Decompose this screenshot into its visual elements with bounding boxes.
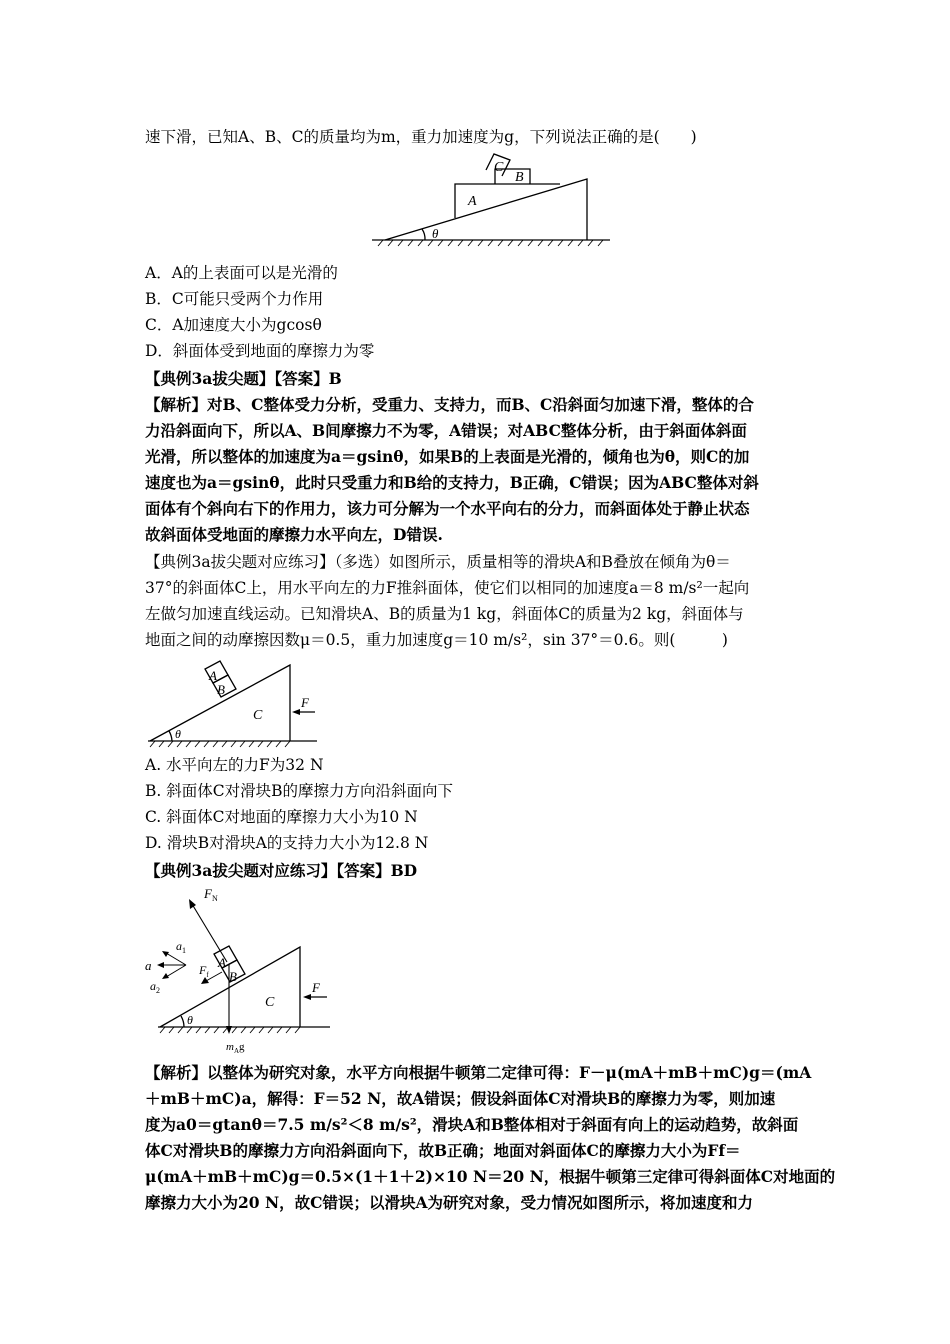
- fig3-label-a: a: [145, 958, 152, 973]
- question1-stem: 速下滑，已知A、B、C的质量均为m，重力加速度为g，下列说法正确的是( ): [145, 128, 697, 146]
- fig1-label-c: C: [494, 160, 504, 175]
- fig2-label-c: C: [253, 708, 263, 723]
- q2-option-a: A. 水平向左的力F为32 N: [145, 756, 324, 774]
- q1-answer: 【典例3a拔尖题】【答案】B: [145, 369, 342, 388]
- q2-stem-line: 37°的斜面体C上，用水平向左的力F推斜面体，使它们以相同的加速度a＝8 m/s²一起向: [145, 579, 750, 597]
- fig3-label-mag: $m_Ag$: [226, 1041, 245, 1055]
- q1-analysis-line: 【解析】对B、C整体受力分析，受重力、支持力，而B、C沿斜面匀加速下滑，整体的合: [145, 395, 754, 414]
- fig3-label-a-block: A: [218, 955, 226, 970]
- fig3-label-ff: $F_f$: [199, 963, 209, 979]
- fig2-label-b: B: [217, 682, 225, 697]
- figure3-force-diagram: [142, 884, 337, 1056]
- fig3-label-a2: $a_2$: [150, 979, 160, 995]
- q2-option-d: D. 滑块B对滑块A的支持力大小为12.8 N: [145, 834, 429, 852]
- q2-stem-line: 左做匀加速直线运动。已知滑块A、B的质量为1 kg，斜面体C的质量为2 kg，斜面体与: [145, 605, 744, 623]
- q2-analysis-line: 度为a0＝gtanθ＝7.5 m/s²＜8 m/s²，滑块A和B整体相对于斜面有向上的运动趋势，故斜面: [145, 1115, 799, 1134]
- q2-answer: 【典例3a拔尖题对应练习】【答案】BD: [145, 861, 418, 880]
- q2-stem-line: 地面之间的动摩擦因数μ＝0.5，重力加速度g＝10 m/s²，sin 37°＝0.6。则( ): [145, 631, 728, 649]
- fig2-label-theta: θ: [175, 727, 181, 741]
- q2-analysis-line: ＋mB＋mC)a，解得：F＝52 N，故A错误；假设斜面体C对滑块B的摩擦力为零，则加速: [145, 1089, 776, 1108]
- q2-stem-line: 【典例3a拔尖题对应练习】（多选）如图所示，质量相等的滑块A和B叠放在倾角为θ＝: [145, 553, 731, 571]
- q1-option-a: A．A的上表面可以是光滑的: [145, 264, 338, 282]
- q1-analysis-line: 面体有个斜向右下的作用力，该力可分解为一个水平向右的分力，而斜面体处于静止状态: [145, 499, 750, 518]
- q2-analysis-line: μ(mA＋mB＋mC)g＝0.5×(1＋1＋2)×10 N＝20 N，根据牛顿第三定律可得斜面体C对地面的: [145, 1167, 836, 1186]
- q1-analysis-line: 力沿斜面向下，所以A、B间摩擦力不为零，A错误；对ABC整体分析，由于斜面体斜面: [145, 421, 747, 440]
- fig3-label-theta: θ: [187, 1013, 193, 1027]
- fig1-label-a: A: [468, 194, 477, 209]
- fig2-label-f: F: [301, 695, 309, 710]
- q2-option-b: B. 斜面体C对滑块B的摩擦力方向沿斜面向下: [145, 782, 453, 800]
- fig3-label-a1: $a_1$: [176, 939, 186, 955]
- fig3-label-fn: $F_N$: [204, 886, 218, 903]
- q1-option-b: B．C可能只受两个力作用: [145, 290, 324, 308]
- fig3-label-f: F: [312, 980, 320, 995]
- q1-analysis-line: 故斜面体受地面的摩擦力水平向左，D错误.: [145, 525, 443, 544]
- q1-analysis-line: 速度也为a＝gsinθ，此时只受重力和B给的支持力，B正确，C错误；因为ABC整体对斜: [145, 473, 759, 492]
- figure1-incline: [370, 150, 610, 250]
- fig3-label-c: C: [265, 995, 275, 1010]
- q1-analysis-line: 光滑，所以整体的加速度为a＝gsinθ，如果B的上表面是光滑的，倾角也为θ，则C的加: [145, 447, 750, 466]
- fig3-label-b-block: B: [229, 969, 237, 984]
- q2-analysis-line: 体C对滑块B的摩擦力方向沿斜面向下，故B正确；地面对斜面体C的摩擦力大小为Ff＝: [145, 1141, 741, 1160]
- q2-analysis-line: 摩擦力大小为20 N，故C错误；以滑块A为研究对象，受力情况如图所示，将加速度和力: [145, 1193, 753, 1212]
- q1-option-c: C．A加速度大小为gcosθ: [145, 316, 322, 334]
- fig1-label-b: B: [515, 170, 524, 185]
- q2-option-c: C. 斜面体C对地面的摩擦力大小为10 N: [145, 808, 418, 826]
- figure2-incline: [145, 658, 325, 748]
- q1-option-d: D．斜面体受到地面的摩擦力为零: [145, 342, 375, 360]
- fig2-label-a: A: [209, 668, 217, 683]
- q2-analysis-line: 【解析】以整体为研究对象，水平方向根据牛顿第二定律可得：F－μ(mA＋mB＋mC)g＝(mA: [145, 1063, 812, 1082]
- fig1-label-theta: θ: [432, 226, 439, 241]
